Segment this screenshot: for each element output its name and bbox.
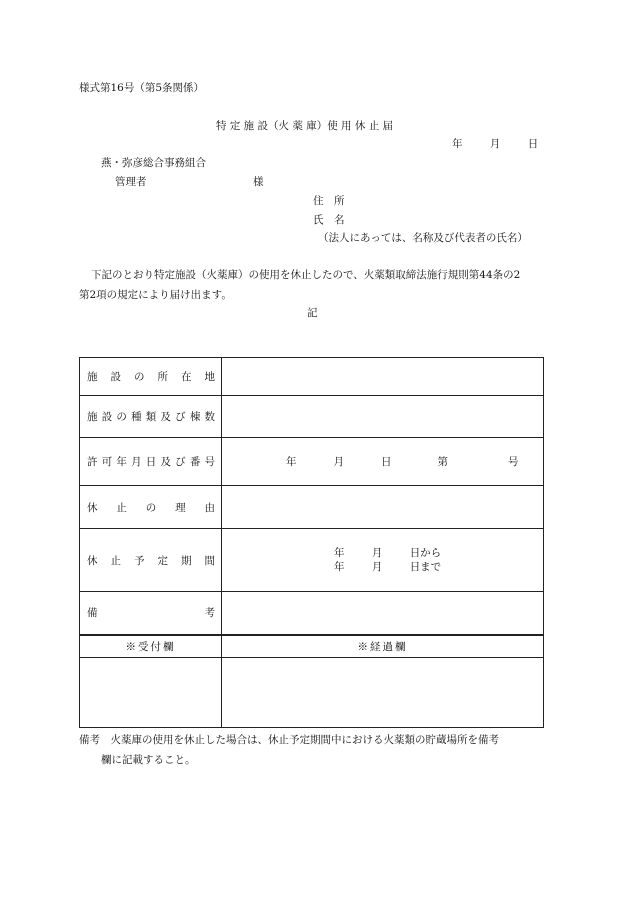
reception-header: ※受付欄 (80, 635, 222, 658)
period-to (222, 560, 543, 574)
value-facility-type[interactable] (222, 396, 544, 438)
permit-no-prefix: 第 (437, 456, 448, 468)
permit-fields (222, 454, 543, 469)
value-remarks[interactable] (222, 592, 544, 635)
applicant-address-label: 住 所 (313, 195, 345, 207)
label-chars (80, 369, 221, 384)
value-period[interactable] (222, 529, 544, 592)
label-char: 休 (87, 554, 98, 567)
row-admin-boxes (80, 658, 544, 728)
row-facility-type (80, 396, 544, 438)
label-char: 号 (204, 456, 215, 468)
period-to-month: 月 (371, 561, 383, 573)
label-facility-location (80, 358, 222, 396)
period-to-year: 年 (334, 561, 345, 573)
label-char: 類 (145, 411, 157, 423)
label-char: の (145, 501, 157, 514)
form-number: 様式第16号（第5条関係） (79, 82, 205, 94)
row-facility-location (80, 358, 544, 396)
label-chars (80, 409, 221, 424)
label-chars (80, 500, 221, 515)
value-permit[interactable] (222, 438, 544, 486)
label-chars (80, 454, 221, 469)
reception-box[interactable] (80, 658, 222, 728)
label-char: 許 (87, 456, 98, 468)
addressee-role: 管理者 (115, 176, 147, 188)
label-char: 数 (204, 411, 215, 423)
label-char: 施 (87, 411, 98, 423)
value-reason[interactable] (222, 486, 544, 529)
label-char: 及 (160, 456, 171, 468)
label-char: 考 (204, 607, 215, 620)
period-from-month: 月 (371, 547, 383, 559)
addressee-org: 燕・弥彦総合事務組合 (101, 157, 206, 169)
permit-day: 日 (381, 456, 392, 468)
label-char: 期 (181, 554, 192, 567)
period-from-year: 年 (334, 547, 345, 559)
label-char: 及 (160, 411, 171, 423)
label-char: び (175, 456, 186, 468)
form-title: 特 定 施 設（火 薬 庫）使 用 休 止 届 (216, 120, 394, 132)
date-line (452, 137, 538, 151)
date-month-label: 月 (489, 138, 501, 150)
label-char: 定 (157, 554, 168, 567)
progress-box[interactable] (222, 658, 544, 728)
label-char: 所 (157, 371, 168, 383)
label-chars (80, 605, 221, 620)
date-day-label: 日 (527, 138, 539, 150)
label-char: 在 (181, 371, 192, 383)
label-char: 止 (116, 501, 127, 514)
label-char: 設 (110, 371, 121, 383)
applicant-name-label: 氏 名 (313, 214, 345, 226)
label-char: 可 (101, 456, 113, 468)
label-char: 予 (134, 554, 145, 567)
permit-month: 月 (333, 456, 344, 468)
permit-year: 年 (286, 456, 297, 468)
row-admin-headers (80, 635, 544, 658)
period-from-suffix: 日から (409, 547, 442, 559)
label-char: 番 (189, 456, 201, 468)
label-char: 地 (204, 371, 215, 383)
row-period (80, 529, 544, 592)
label-char: 理 (175, 501, 186, 514)
date-year-label: 年 (452, 138, 463, 150)
application-table (79, 357, 544, 728)
label-char: び (175, 411, 186, 423)
label-char: 間 (204, 554, 215, 567)
label-period (80, 529, 222, 592)
body-text-line2: 第2項の規定により届け出ます。 (79, 289, 232, 301)
row-reason (80, 486, 544, 529)
remarks-note (79, 730, 549, 770)
label-char: 年 (116, 456, 127, 468)
period-from (222, 546, 543, 560)
label-char: 休 (87, 501, 98, 514)
label-char: 日 (145, 456, 157, 468)
label-char: 由 (204, 501, 215, 514)
label-char: の (116, 411, 127, 423)
period-to-suffix: 日まで (409, 561, 442, 573)
label-remarks (80, 592, 222, 635)
label-char: 月 (131, 456, 142, 468)
label-char: 棟 (189, 411, 201, 423)
label-char: 種 (131, 411, 142, 423)
remarks-line1: 備考 火薬庫の使用を休止した場合は、休止予定期間中における火薬類の貯蔵場所を備考 (79, 734, 499, 746)
body-text-line1: 下記のとおり特定施設（火薬庫）の使用を休止したので、火薬類取締法施行規則第44条の2 (91, 269, 521, 281)
ki-heading: 記 (307, 307, 318, 319)
label-chars (80, 553, 221, 568)
permit-no-suffix: 号 (508, 456, 519, 468)
label-char: 設 (101, 411, 113, 423)
label-char: 備 (87, 607, 98, 620)
applicant-corp-note: （法人にあっては、名称及び代表者の氏名） (318, 232, 528, 244)
label-char: 止 (110, 554, 121, 567)
label-char: の (134, 371, 145, 383)
row-remarks (80, 592, 544, 635)
label-reason (80, 486, 222, 529)
label-permit (80, 438, 222, 486)
value-facility-location[interactable] (222, 358, 544, 396)
label-facility-type (80, 396, 222, 438)
remarks-line2: 欄に記載すること。 (101, 754, 196, 766)
progress-header: ※経過欄 (222, 635, 544, 658)
label-char: 施 (87, 371, 98, 383)
row-permit (80, 438, 544, 486)
addressee-honorific: 様 (253, 176, 264, 188)
